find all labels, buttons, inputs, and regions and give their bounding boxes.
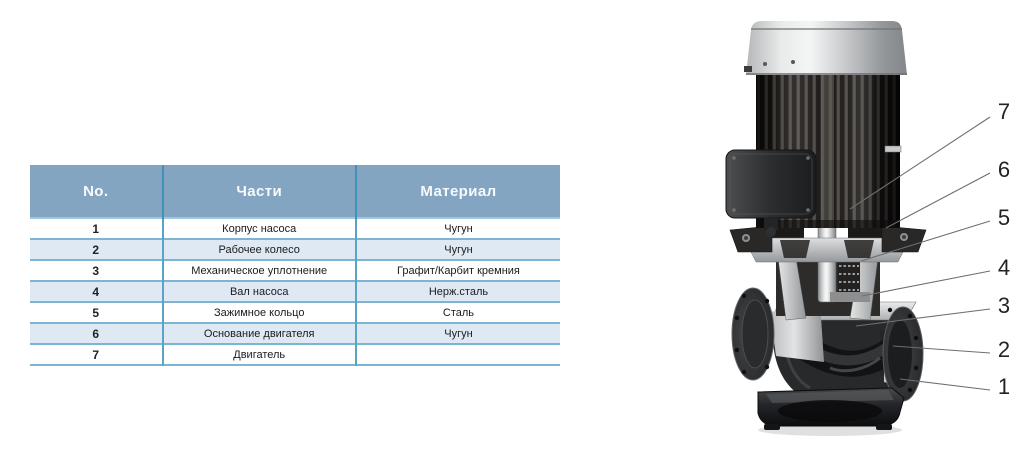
col-header-material: Материал <box>356 165 560 218</box>
cell-material: Графит/Карбит кремния <box>356 260 560 281</box>
motor <box>726 21 907 237</box>
callout-1: 1 <box>997 374 1011 399</box>
callout-5: 5 <box>997 205 1011 230</box>
table-row <box>30 281 560 302</box>
table-row <box>30 239 560 260</box>
cell-no: 6 <box>30 323 163 344</box>
cell-material: Чугун <box>356 218 560 239</box>
pump-cutaway-illustration <box>680 0 1024 462</box>
table-row <box>30 302 560 323</box>
callout-2: 2 <box>997 337 1011 362</box>
cell-no: 4 <box>30 281 163 302</box>
pump-figure <box>680 0 1024 462</box>
col-header-no: No. <box>30 165 163 218</box>
cell-material: Нерж.сталь <box>356 281 560 302</box>
callout-numbers <box>998 99 1010 399</box>
callout-3: 3 <box>997 293 1011 318</box>
cell-material: Чугун <box>356 239 560 260</box>
cell-material: Чугун <box>356 323 560 344</box>
table-row <box>30 260 560 281</box>
cell-part: Зажимное кольцо <box>163 302 356 323</box>
cell-part: Вал насоса <box>163 281 356 302</box>
cell-part: Корпус насоса <box>163 218 356 239</box>
cell-part: Механическое уплотнение <box>163 260 356 281</box>
cell-material <box>356 344 560 365</box>
baseplate <box>758 388 904 436</box>
leader-line-6 <box>886 173 990 228</box>
leader-line-4 <box>862 271 990 296</box>
parts-materials-table <box>30 165 560 366</box>
cell-part: Основание двигателя <box>163 323 356 344</box>
table-row <box>30 344 560 365</box>
cell-part: Двигатель <box>163 344 356 365</box>
callout-7: 7 <box>997 99 1011 124</box>
cell-part: Рабочее колесо <box>163 239 356 260</box>
table-row <box>30 323 560 344</box>
cell-no: 1 <box>30 218 163 239</box>
cell-no: 2 <box>30 239 163 260</box>
cell-no: 7 <box>30 344 163 365</box>
pump-shaft <box>818 226 836 302</box>
table-header-row <box>30 165 560 218</box>
cell-no: 3 <box>30 260 163 281</box>
callout-6: 6 <box>997 157 1011 182</box>
discharge-flange <box>883 307 923 401</box>
cell-material: Сталь <box>356 302 560 323</box>
col-header-part: Части <box>163 165 356 218</box>
callout-4: 4 <box>997 255 1011 280</box>
cell-no: 5 <box>30 302 163 323</box>
table-row <box>30 218 560 239</box>
parts-table <box>30 165 560 366</box>
